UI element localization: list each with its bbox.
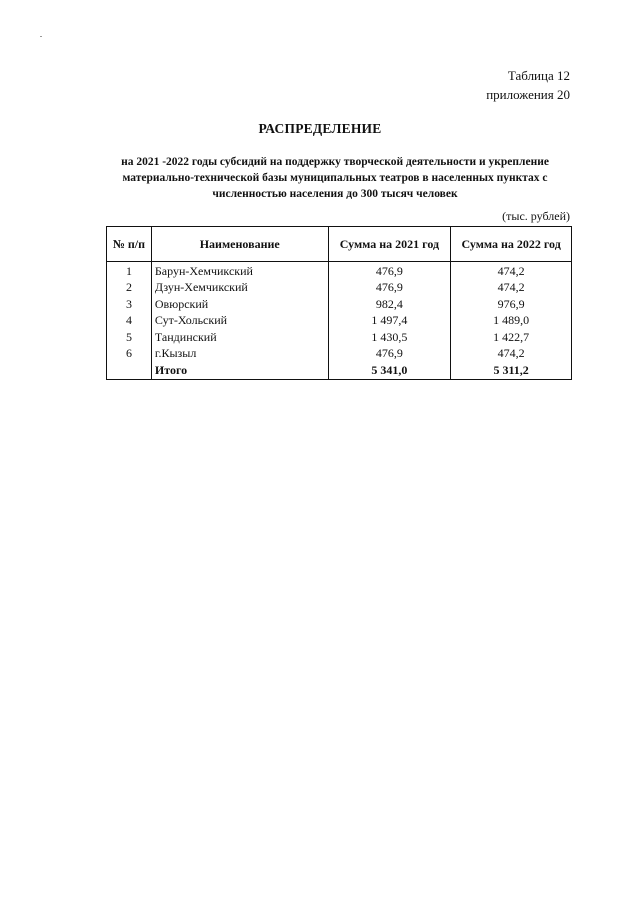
table-row xyxy=(107,262,572,280)
row-number: 5 xyxy=(107,329,152,346)
column-header-number: № п/п xyxy=(107,227,152,262)
row-number: 2 xyxy=(107,280,152,297)
column-header-2021: Сумма на 2021 год xyxy=(328,227,451,262)
row-name: Овюрский xyxy=(151,296,328,313)
table-row xyxy=(107,329,572,346)
document-title: РАСПРЕДЕЛЕНИЕ xyxy=(258,121,382,136)
total-amount-2022: 5 311,2 xyxy=(451,362,572,379)
total-number-cell xyxy=(107,362,152,379)
subtitle-line-3: численностью населения до 300 тысяч человек xyxy=(212,188,458,200)
units-label: (тыс. рублей) xyxy=(502,209,570,223)
row-amount-2022: 474,2 xyxy=(451,346,572,363)
column-header-name: Наименование xyxy=(151,227,328,262)
row-name: г.Кызыл xyxy=(151,346,328,363)
row-amount-2021: 1 430,5 xyxy=(328,329,451,346)
row-amount-2021: 1 497,4 xyxy=(328,313,451,330)
row-number: 4 xyxy=(107,313,152,330)
row-name: Тандинский xyxy=(151,329,328,346)
row-amount-2021: 982,4 xyxy=(328,296,451,313)
table-header-row xyxy=(107,227,572,262)
row-amount-2022: 474,2 xyxy=(451,280,572,297)
scan-mark xyxy=(40,36,42,37)
table-row xyxy=(107,296,572,313)
row-number: 3 xyxy=(107,296,152,313)
table-label: Таблица 12 xyxy=(507,68,570,83)
appendix-label: приложения 20 xyxy=(486,87,570,102)
row-amount-2021: 476,9 xyxy=(328,262,451,280)
table-reference xyxy=(486,66,570,104)
subsidy-table xyxy=(106,226,572,380)
table-row xyxy=(107,313,572,330)
row-amount-2021: 476,9 xyxy=(328,346,451,363)
total-amount-2021: 5 341,0 xyxy=(328,362,451,379)
document-subtitle xyxy=(95,154,575,202)
table-total-row xyxy=(107,362,572,379)
row-amount-2022: 976,9 xyxy=(451,296,572,313)
row-amount-2022: 1 489,0 xyxy=(451,313,572,330)
row-name: Дзун-Хемчикский xyxy=(151,280,328,297)
row-number: 1 xyxy=(107,262,152,280)
subtitle-line-1: на 2021 -2022 годы субсидий на поддержку творческой деятельности и укрепление xyxy=(121,156,549,168)
row-amount-2021: 476,9 xyxy=(328,280,451,297)
row-amount-2022: 474,2 xyxy=(451,262,572,280)
table-row xyxy=(107,346,572,363)
row-name: Сут-Хольский xyxy=(151,313,328,330)
row-name: Барун-Хемчикский xyxy=(151,262,328,280)
row-number: 6 xyxy=(107,346,152,363)
column-header-2022: Сумма на 2022 год xyxy=(451,227,572,262)
row-amount-2022: 1 422,7 xyxy=(451,329,572,346)
total-label: Итого xyxy=(151,362,328,379)
table-row xyxy=(107,280,572,297)
subtitle-line-2: материально-технической базы муниципальных театров в населенных пунктах с xyxy=(122,172,548,184)
